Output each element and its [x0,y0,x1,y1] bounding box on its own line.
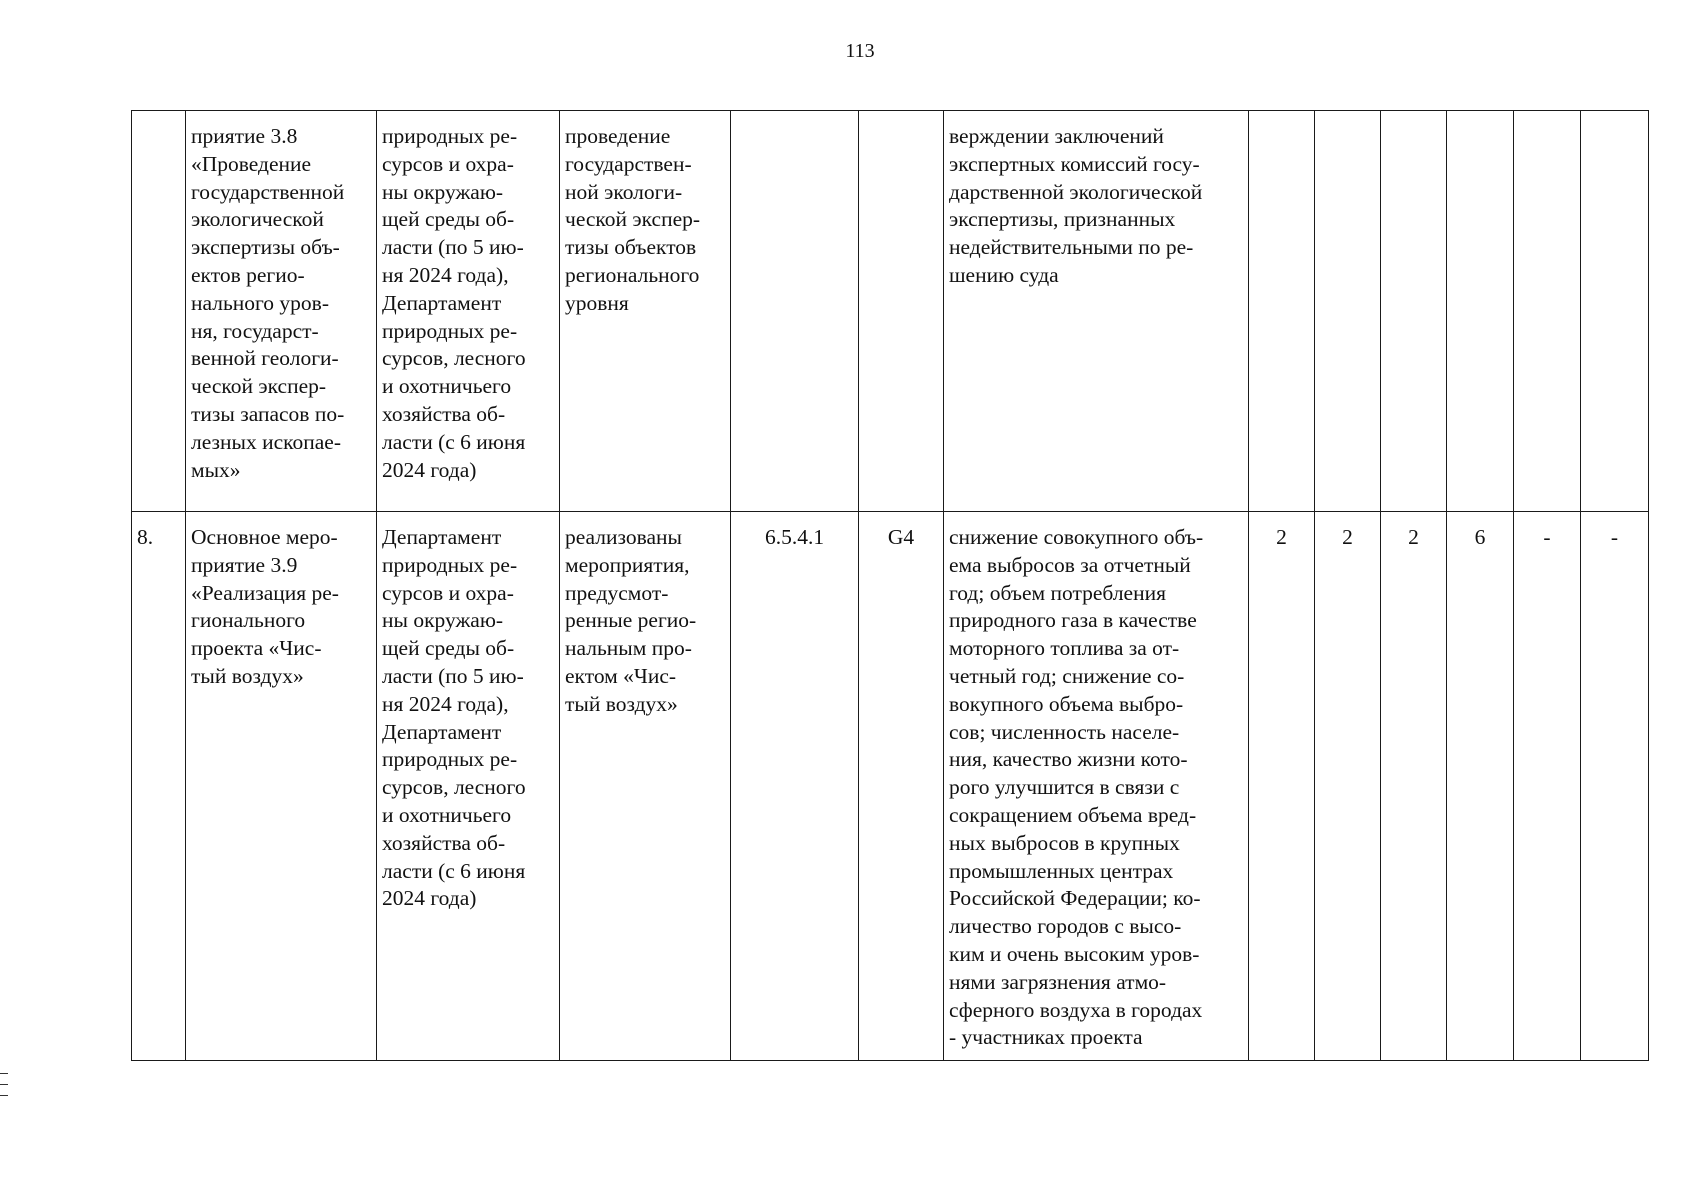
event-name-cell: Основное меро- приятие 3.9 «Реализация ре- гионального проекта «Чис- тый воздух» [186,512,377,1061]
expected-result-cell: проведение государствен- ной экологи- ческой экспер- тизы объектов регионального уровня [560,111,731,512]
program-events-table [131,110,1649,1061]
code-cell [731,111,859,512]
value-cell [1381,111,1447,512]
executor-cell: природных ре- сурсов и охра- ны окружаю- щей среды об- ласти (по 5 ию- ня 2024 года), Департамент природных ре- сурсов, лесного и охотничьего хозяйства об- ласти (с 6 июня 2024 года) [377,111,560,512]
executor-cell: Департамент природных ре- сурсов и охра- ны окружаю- щей среды об- ласти (по 5 ию- ня 2024 года), Департамент природных ре- сурсов, лесного и охотничьего хозяйства об- ласти (с 6 июня 2024 года) [377,512,560,1061]
goal-code-cell: G4 [859,512,944,1061]
indicator-cell: верждении заключений экспертных комиссий госу- дарственной экологической экспертизы, признанных недействительными по ре- шению суда [944,111,1249,512]
binding-marks [0,1073,8,1106]
value-cell: 2 [1315,512,1381,1061]
row-number-cell [132,111,186,512]
indicator-cell: снижение совокупного объ- ема выбросов за отчетный год; объем потребления природного газа в качестве моторного топлива за от- четный год; снижение со- вокупного объема выбро- сов; численность населе- ния, качество жизни кото- рого улучшится в связи с сокращением объема вред- ных выбросов в крупных промышленных центрах Российской Федерации; ко- личество городов с высо- ким и очень высоким уров- нями загрязнения атмо- сферного воздуха в городах - участниках проекта [944,512,1249,1061]
table-row [132,512,1649,1061]
row-number-cell: 8. [132,512,186,1061]
value-cell [1249,111,1315,512]
code-cell: 6.5.4.1 [731,512,859,1061]
table-row [132,111,1649,512]
value-cell [1447,111,1514,512]
value-cell [1514,111,1581,512]
value-cell: 2 [1249,512,1315,1061]
value-cell [1581,111,1649,512]
page-number: 113 [845,40,875,62]
value-cell: 6 [1447,512,1514,1061]
event-name-cell: приятие 3.8 «Проведение государственной экологической экспертизы объ- ектов регио- нального уров- ня, государст- венной геологи- ческой экспер- тизы запасов по- лезных ископае- мых» [186,111,377,512]
value-cell: - [1514,512,1581,1061]
value-cell [1315,111,1381,512]
goal-code-cell [859,111,944,512]
value-cell: 2 [1381,512,1447,1061]
value-cell: - [1581,512,1649,1061]
expected-result-cell: реализованы мероприятия, предусмот- ренные регио- нальным про- ектом «Чис- тый воздух» [560,512,731,1061]
